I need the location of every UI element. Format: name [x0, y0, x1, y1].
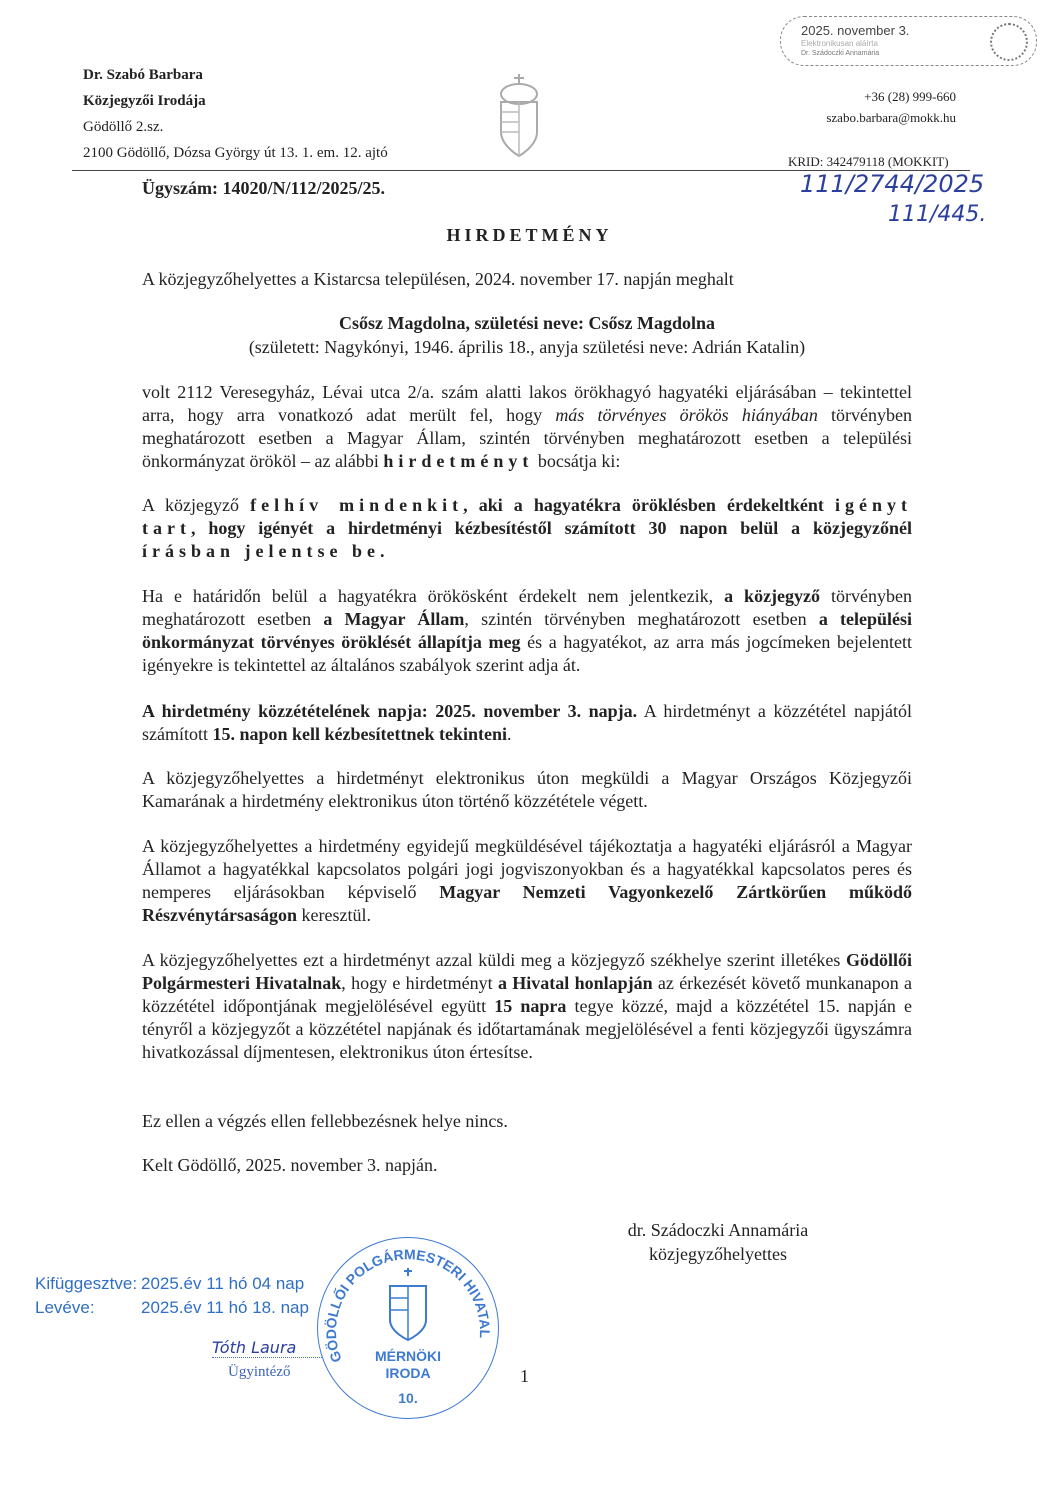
posted-value: 2025.év 11 hó 04 nap — [141, 1274, 305, 1293]
text: . — [380, 541, 385, 561]
text: 15. napon kell kézbesítettnek tekinteni — [212, 724, 508, 744]
signed-at: Kelt Gödöllő, 2025. november 3. napján. — [142, 1155, 438, 1175]
stamp-line1: MÉRNÖKI — [374, 1348, 442, 1364]
notary-name: Dr. Szabó Barbara — [83, 67, 203, 83]
notary-chamber-logo-icon — [990, 23, 1028, 61]
office-stamp — [317, 1237, 499, 1419]
text: igényt tart — [142, 495, 912, 538]
deceased-name: Csősz Magdolna, születési neve: Csősz Magdolna — [339, 313, 715, 333]
office-district: Gödöllő 2.sz. — [83, 119, 164, 135]
paragraph-8: Ez ellen a végzés ellen fellebbezésnek helye nincs. — [142, 1111, 508, 1131]
paragraph-6 — [142, 835, 912, 927]
text: A hirdetmény közzétételének napja: 2025. november 3. napja. — [142, 701, 638, 721]
posting-record — [35, 1272, 309, 1320]
text: keresztül. — [297, 905, 371, 925]
text: törvényben meghatározott esetben — [142, 586, 912, 629]
text: hirdetményt — [383, 451, 534, 471]
handwritten-ref-1: 111/2744/2025 — [800, 170, 985, 198]
text: és a hagyatékot, az arra más jogcímeken bejelentett igényekre is tekintettel az általános szabályok szerint adja át. — [142, 632, 912, 675]
text: . — [507, 724, 512, 744]
stamp-ring-label: GÖDÖLLŐI POLGÁRMESTERI HIVATAL — [322, 1246, 494, 1365]
removed-label: Levéve: — [35, 1298, 95, 1317]
signer-role: közjegyzőhelyettes — [649, 1244, 787, 1264]
text: felhív mindenkit — [250, 495, 464, 515]
text: A hirdetményt a közzététel napjától számított — [142, 701, 912, 744]
text: , hogy igényét a hirdetményi kézbesítéstől számított 30 napon belül a közjegyzőnél — [190, 518, 912, 538]
clerk-signature: Tóth Laura — [212, 1338, 322, 1358]
document-title: HIRDETMÉNY — [446, 225, 613, 245]
paragraph-1 — [142, 381, 912, 473]
paragraph-7 — [142, 949, 912, 1064]
text: Magyar Nemzeti Vagyonkezelő Zártkörűen működő Részvénytársaságon — [142, 882, 912, 925]
page-number: 1 — [520, 1366, 529, 1386]
posted-label: Kifüggesztve: — [35, 1274, 138, 1293]
text: A közjegyzőhelyettes ezt a hirdetményt azzal küldi meg a közjegyző székhelye szerint illetékes — [142, 950, 846, 970]
intro: A közjegyzőhelyettes a Kistarcsa településen, 2024. november 17. napján meghalt — [142, 269, 734, 289]
office-header — [83, 62, 388, 166]
text: A közjegyzőhelyettes a hirdetmény egyidejű megküldésével tájékoztatja a hagyatéki eljárásról a Magyar Államot a hagyatékkal kapcsolatos polgári jogi jogviszonyokban és a hagyatékkal kapcsolatos peres és nemperes eljárásokban képviselő — [142, 836, 912, 902]
text: A közjegyző — [142, 495, 251, 515]
text: a települési önkormányzat törvényes öröklését állapítja meg — [142, 609, 913, 652]
text: Ha e határidőn belül a hagyatékra örökösként érdekelt nem jelentkezik, — [142, 586, 725, 606]
e-signature-stamp — [780, 16, 1037, 66]
text: írásban jelentse be — [142, 541, 380, 561]
text: a Magyar Állam — [323, 609, 465, 629]
phone: +36 (28) 999-660 — [864, 89, 956, 104]
signer-name: dr. Szádoczki Annamária — [627, 1220, 809, 1240]
office-title: Közjegyzői Irodája — [83, 93, 206, 109]
paragraph-2 — [142, 494, 912, 563]
text: az érkezését követő munkanapon a közzététel időpontjának megjelölésével együtt — [142, 973, 913, 1016]
stamp-date: 2025. november 3. — [801, 23, 910, 38]
stamp-line2: IRODA — [385, 1365, 431, 1381]
text: tegye közzé, majd a közzététel 15. napján e tényről a közjegyzőt a közzététel napjának és időtartamának megjelölésével a fenti közjegyzői ügyszámra hivatkozással díjmentesen, elektronikus úton értesítse. — [142, 996, 912, 1062]
text: törvényben meghatározott esetben a Magyar Állam, szintén törvényben meghatározott esetben a települési önkormányzat örököl – az alábbi — [142, 405, 912, 471]
paragraph-5: A közjegyzőhelyettes a hirdetményt elektronikus úton megküldi a Magyar Országos Közjegyzői Kamarának a hirdetmény elektronikus úton történő közzététele végett. — [142, 768, 912, 811]
text: , szintén törvényben meghatározott esetben — [464, 609, 819, 629]
stamp-signer: Dr. Szádoczki Annamária — [801, 50, 880, 57]
handwritten-ref-2: 111/445. — [888, 202, 987, 227]
case-number: Ügyszám: 14020/N/112/2025/25. — [142, 178, 385, 198]
coat-of-arms-icon — [497, 72, 541, 160]
deceased-details: (született: Nagykónyi, 1946. április 18., anyja születési neve: Adrián Katalin) — [248, 337, 806, 357]
contact-block — [826, 86, 956, 128]
signature-block — [600, 1218, 836, 1266]
text: volt 2112 Veresegyház, Lévai utca 2/a. szám alatti lakos örökhagyó hagyatéki eljárásában – tekintettel arra, hogy arra vonatkozó adat merült fel, hogy — [142, 382, 912, 425]
text: bocsátja ki: — [533, 451, 621, 471]
text: , aki a hagyatékra öröklésben érdekeltként — [463, 495, 835, 515]
text: Gödöllői Polgármesteri Hivatalnak — [142, 950, 912, 993]
krid: KRID: 342479118 (MOKKIT) — [788, 154, 949, 169]
stamp-number: 10. — [398, 1390, 418, 1406]
text: más törvényes örökös hiányában — [555, 405, 818, 425]
email: szabo.barbara@mokk.hu — [826, 110, 956, 125]
text: a közjegyző — [724, 586, 821, 606]
removed-value: 2025.év 11 hó 18. nap — [141, 1298, 309, 1317]
office-address: 2100 Gödöllő, Dózsa György út 13. 1. em. 12. ajtó — [83, 145, 388, 161]
paragraph-3 — [142, 585, 912, 677]
clerk-label: Ügyintéző — [228, 1364, 291, 1380]
paragraph-4 — [142, 700, 912, 746]
text: , hogy e hirdetményt — [341, 973, 498, 993]
text: 15 napra — [494, 996, 567, 1016]
text: a Hivatal honlapján — [497, 973, 653, 993]
stamp-line2: Elektronikusan aláírta — [801, 39, 878, 48]
